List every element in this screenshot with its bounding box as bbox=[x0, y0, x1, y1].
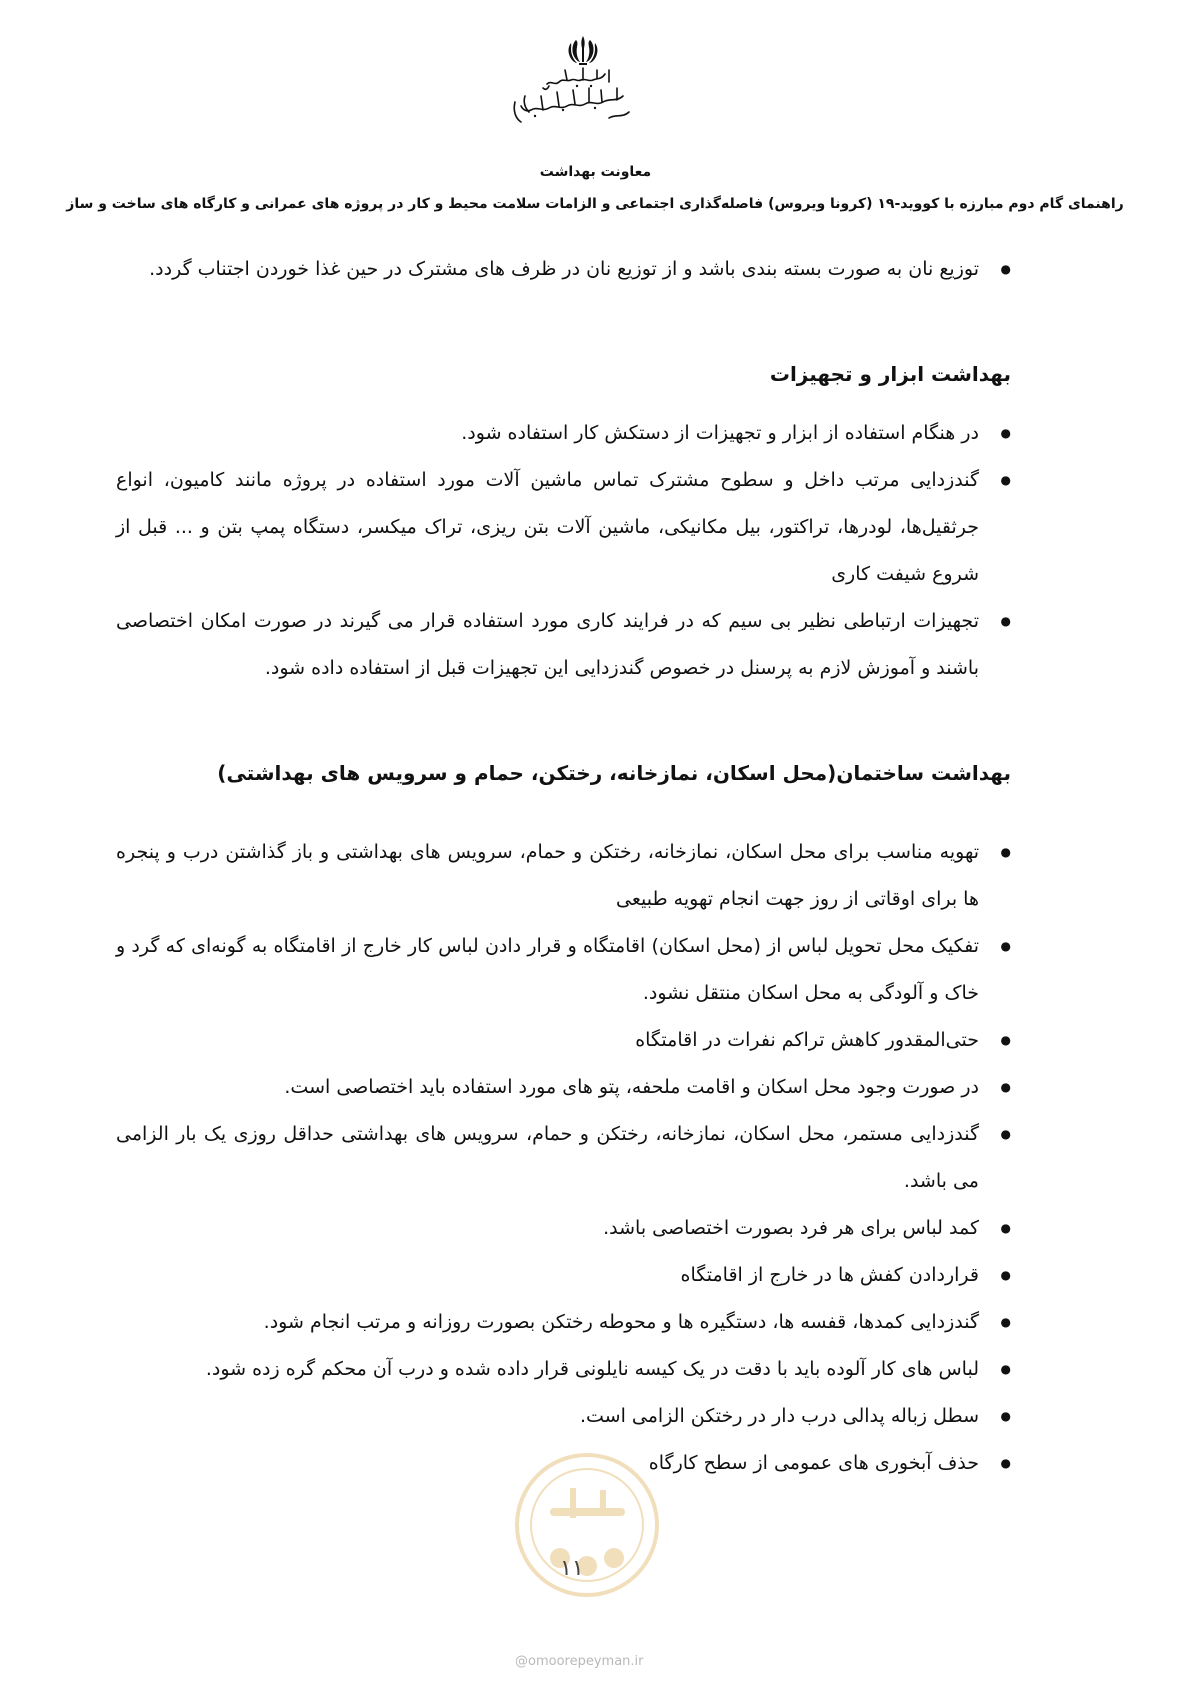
page-number: ۱۱ bbox=[560, 1556, 584, 1581]
list-item: ● گندزدایی مستمر، محل اسکان، نمازخانه، رختکن و حمام، سرویس های بهداشتی حداقل روزی یک بار الزامی می باشد. bbox=[116, 1111, 1011, 1205]
department-title: معاونت بهداشت bbox=[539, 164, 652, 180]
list-item: ● کمد لباس برای هر فرد بصورت اختصاصی باشد. bbox=[116, 1205, 1011, 1252]
list-item: ● گندزدایی کمدها، قفسه ها، دستگیره ها و محوطه رختکن بصورت روزانه و مرتب انجام شود. bbox=[116, 1299, 1011, 1346]
list-item: ● در صورت وجود محل اسکان و اقامت ملحفه، پتو های مورد استفاده باید اختصاصی است. bbox=[116, 1064, 1011, 1111]
iran-emblem-icon bbox=[565, 34, 601, 68]
list-item: ● حذف آبخوری های عمومی از سطح کارگاه bbox=[116, 1440, 1011, 1487]
intro-list bbox=[116, 246, 1011, 293]
building-list bbox=[116, 829, 1011, 1487]
list-item: ● حتی‌المقدور کاهش تراکم نفرات در اقامتگاه bbox=[116, 1017, 1011, 1064]
document-body bbox=[116, 246, 1011, 1487]
ministry-calligraphy bbox=[505, 66, 645, 136]
section-heading-tools: بهداشت ابزار و تجهیزات bbox=[769, 362, 1011, 386]
list-item: ● تفکیک محل تحویل لباس از (محل اسکان) اقامتگاه و قرار دادن لباس کار خارج از اقامتگاه به گونه‌ای که گرد و خاک و آلودگی به محل اسکان منتقل نشود. bbox=[116, 923, 1011, 1017]
site-watermark: @omoorepeyman.ir bbox=[515, 1654, 644, 1669]
list-item: ● تهویه مناسب برای محل اسکان، نمازخانه، رختکن و حمام، سرویس های بهداشتی و باز گذاشتن درب و پنجره ها برای اوقاتی از روز جهت انجام تهویه طبیعی bbox=[116, 829, 1011, 923]
tools-list bbox=[116, 410, 1011, 692]
list-item: ● سطل زباله پدالی درب دار در رختکن الزامی است. bbox=[116, 1393, 1011, 1440]
section-heading-building: بهداشت ساختمان(محل اسکان، نمازخانه، رختکن، حمام و سرویس های بهداشتی) bbox=[217, 761, 1011, 785]
list-item: ● توزیع نان به صورت بسته بندی باشد و از توزیع نان در ظرف های مشترک در حین غذا خوردن اجتناب گردد. bbox=[116, 246, 1011, 293]
list-item: ● تجهیزات ارتباطی نظیر بی سیم که در فرایند کاری مورد استفاده قرار می گیرند در صورت امکان اختصاصی باشند و آموزش لازم به پرسنل در خصوص گندزدایی این تجهیزات قبل از استفاده داده شود. bbox=[116, 598, 1011, 692]
guide-title: راهنمای گام دوم مبارزه با کووید-۱۹ (کرونا ویروس) فاصله‌گذاری اجتماعی و الزامات سلامت محیط و کار در پروژه های عمرانی و کارگاه های ساخت و ساز bbox=[66, 196, 1124, 212]
list-item: ● قراردادن کفش ها در خارج از اقامتگاه bbox=[116, 1252, 1011, 1299]
list-item: ● در هنگام استفاده از ابزار و تجهیزات از دستکش کار استفاده شود. bbox=[116, 410, 1011, 457]
list-item: ● لباس های کار آلوده باید با دقت در یک کیسه نایلونی قرار داده شده و درب آن محکم گره زده شود. bbox=[116, 1346, 1011, 1393]
omoore-peyman-seal-icon bbox=[510, 1448, 665, 1603]
list-item: ● گندزدایی مرتب داخل و سطوح مشترک تماس ماشین آلات مورد استفاده در پروژه مانند کامیون، انواع جرثقیل‌ها، لودرها، تراکتور، بیل مکانیکی، ماشین آلات بتن ریزی، تراک میکسر، دستگاه پمپ بتن و ... قبل از شروع شیفت کاری bbox=[116, 457, 1011, 598]
